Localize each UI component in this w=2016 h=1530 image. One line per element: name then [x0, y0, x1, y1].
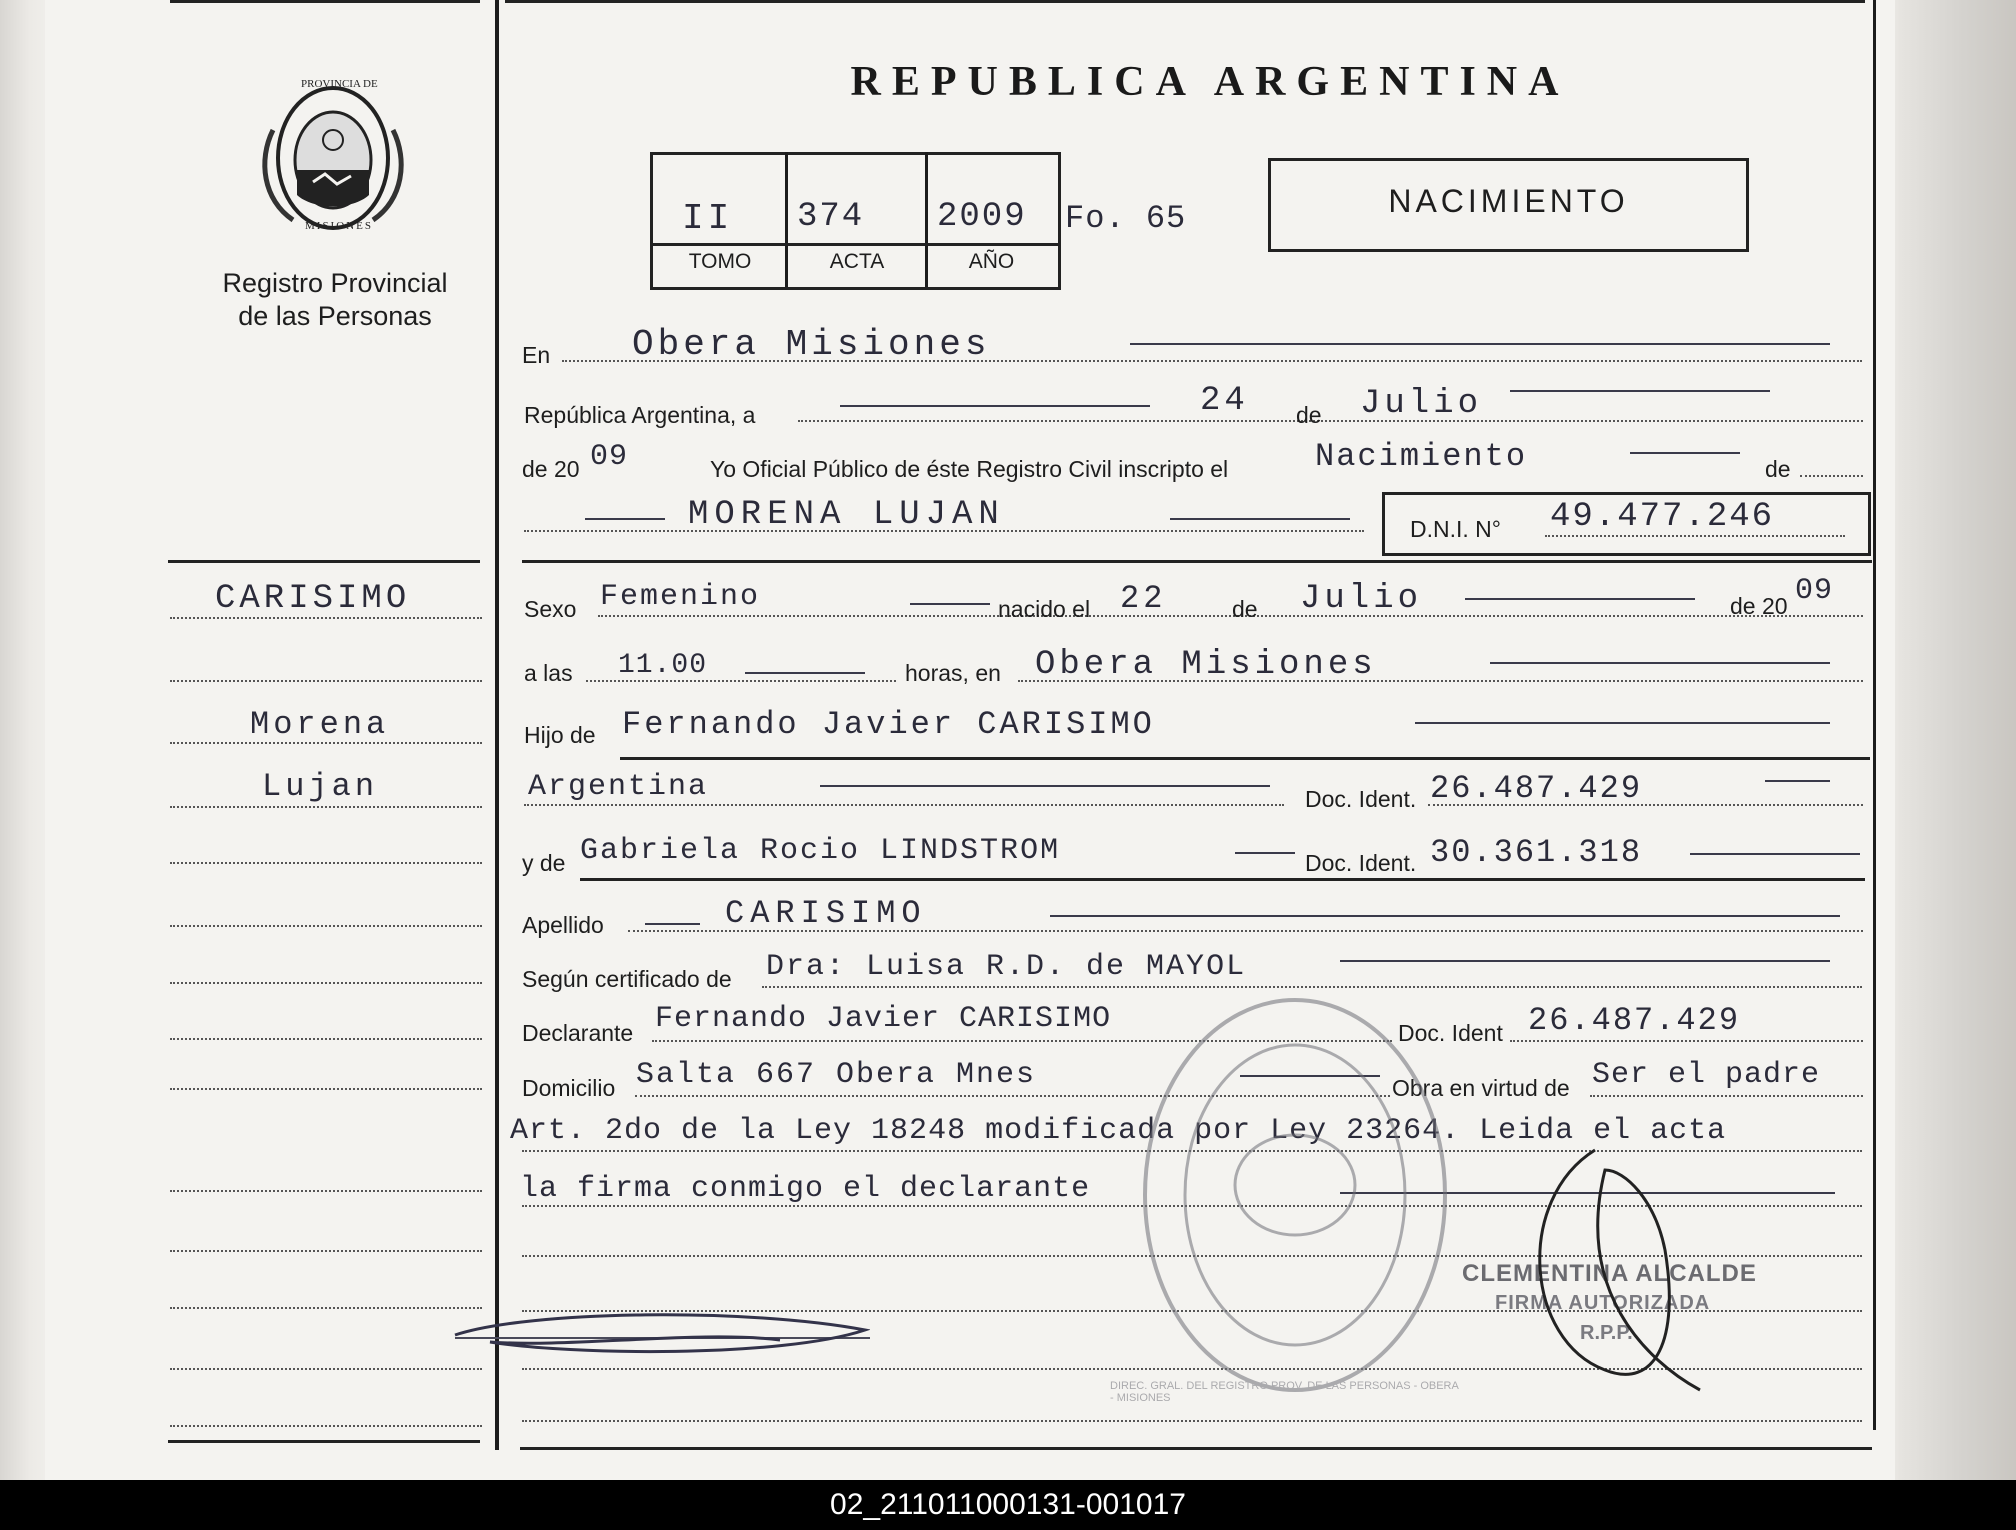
mother-name: Gabriela Rocio LINDSTROM	[580, 834, 1061, 868]
hour-fill-stroke	[745, 672, 865, 674]
declarante-doc: 26.487.429	[1528, 1002, 1741, 1039]
birth-day: 22	[1120, 580, 1167, 617]
text-line-6-dots	[522, 1420, 1862, 1422]
official-round-stamp	[1110, 985, 1460, 1405]
tomo-label: TOMO	[688, 250, 752, 273]
top-rule-right	[505, 0, 1865, 3]
name-value: MORENA LUJAN	[688, 496, 1005, 534]
doc-label-2: Doc. Ident.	[1305, 850, 1417, 876]
birth-year-prefix: de 20	[1730, 593, 1788, 619]
officer-name: CLEMENTINA ALCALDE	[1462, 1260, 1757, 1287]
father-nationality: Argentina	[528, 770, 709, 804]
en-label: En	[522, 342, 551, 368]
country-title: REPUBLICA ARGENTINA	[850, 59, 1570, 105]
text-line-2: la firma conmigo el declarante	[520, 1172, 1091, 1206]
text-line-1: Art. 2do de la Ley 18248 modificada por Ley 23264. Leida el acta	[510, 1114, 1727, 1148]
yde-label: y de	[522, 850, 566, 876]
declarante-label: Declarante	[522, 1020, 634, 1046]
father-doc: 26.487.429	[1430, 770, 1643, 807]
acta-value: 374	[797, 198, 865, 236]
hijo-label: Hijo de	[524, 722, 596, 748]
domicilio-value: Salta 667 Obera Mnes	[636, 1058, 1037, 1092]
doc-label: Doc. Ident.	[1305, 786, 1417, 812]
margin-line-2	[170, 680, 482, 682]
oficial-label: Yo Oficial Público de éste Registro Civil inscripto el	[710, 456, 1229, 482]
tomo-value: II	[682, 198, 734, 239]
birth-place: Obera Misiones	[1035, 646, 1377, 684]
margin-line-5	[170, 862, 482, 864]
obra-label: Obra en virtud de	[1392, 1075, 1570, 1101]
anio-value: 2009	[937, 198, 1027, 236]
top-rule-left	[170, 0, 480, 3]
margin-line-7	[170, 982, 482, 984]
footer-bar	[0, 1480, 2016, 1530]
margin-line-6	[170, 925, 482, 927]
mother-underline	[580, 878, 1865, 881]
dni-label: D.N.I. N°	[1410, 516, 1501, 542]
sexo-label: Sexo	[524, 596, 577, 622]
year-prefix: de 20	[522, 456, 580, 482]
name-fill-stroke-left	[585, 518, 665, 520]
official-signature	[450, 1300, 870, 1360]
margin-line-13	[170, 1368, 482, 1370]
apellido-fill-stroke-right	[1050, 915, 1840, 917]
obra-value: Ser el padre	[1592, 1058, 1821, 1092]
act-type: NACIMIENTO	[1388, 183, 1629, 219]
declarante-value: Fernando Javier CARISIMO	[655, 1002, 1112, 1036]
mother-doc-fill-stroke	[1690, 853, 1860, 855]
father-underline	[620, 757, 1870, 760]
bottom-rule-right	[520, 1447, 1872, 1450]
round-stamp-text: DIREC. GRAL. DEL REGISTRO PROV. DE LAS PERSONAS - OBERA - MISIONES	[1110, 1380, 1459, 1404]
certificado-label: Según certificado de	[522, 966, 732, 992]
declarante-doc-line	[1510, 1040, 1863, 1042]
nationality-line	[524, 804, 1284, 806]
officer-signature	[1505, 1140, 1705, 1400]
margin-line-9	[170, 1088, 482, 1090]
de-line-2	[1800, 475, 1863, 477]
seal-text-bottom: MISIONES	[305, 220, 373, 232]
name-divider	[522, 560, 1872, 563]
certificado-fill-stroke	[1340, 960, 1830, 962]
inscripto-fill-stroke	[1630, 452, 1740, 454]
father-fill-stroke	[1415, 722, 1830, 724]
sexo-fill-stroke	[910, 603, 990, 605]
acta-label: ACTA	[829, 250, 885, 273]
sexo-value: Femenino	[600, 580, 761, 614]
margin-line-8	[170, 1038, 482, 1040]
birth-place-fill-stroke	[1490, 662, 1830, 664]
nacido-label: nacido el	[998, 596, 1091, 622]
province-seal	[253, 70, 413, 245]
birth-month: Julio	[1300, 580, 1423, 618]
day-value: 24	[1200, 382, 1249, 420]
inscripto-value: Nacimiento	[1315, 438, 1528, 475]
year-suffix: 09	[590, 440, 629, 474]
apellido-value: CARISIMO	[725, 895, 927, 932]
registry-line-1: Registro Provincial	[222, 268, 448, 298]
obra-line	[1590, 1095, 1863, 1097]
nationality-fill-stroke	[820, 785, 1270, 787]
certificado-value: Dra: Luisa R.D. de MAYOL	[766, 950, 1247, 984]
image-id-caption: 02_211011000131-001017	[830, 1488, 1186, 1521]
birth-year-suffix: 09	[1795, 574, 1834, 608]
sexo-line	[598, 615, 1863, 617]
margin-first-name: Morena	[250, 706, 390, 743]
mother-fill-stroke	[1235, 852, 1295, 854]
en-value: Obera Misiones	[632, 324, 991, 365]
father-doc-fill-stroke	[1765, 780, 1830, 782]
officer-role: FIRMA AUTORIZADA	[1495, 1292, 1711, 1314]
doc-label-3: Doc. Ident	[1398, 1020, 1503, 1046]
margin-middle-name: Lujan	[262, 768, 379, 805]
month-value: Julio	[1360, 385, 1483, 423]
hour-value: 11.00	[618, 650, 708, 681]
horas-label: horas, en	[905, 660, 1001, 686]
margin-divider	[168, 560, 480, 563]
right-border	[1873, 0, 1876, 1430]
officer-abbr: R.P.P.	[1580, 1322, 1633, 1344]
de-label-2: de	[1765, 456, 1791, 482]
dni-value: 49.477.246	[1550, 498, 1775, 536]
republica-fill-stroke	[840, 405, 1150, 407]
republica-label: República Argentina, a	[524, 402, 756, 428]
bottom-rule-left	[168, 1440, 480, 1443]
margin-line-4	[170, 806, 482, 808]
apellido-label: Apellido	[522, 912, 604, 938]
birth-month-fill-stroke	[1465, 598, 1695, 600]
de-label: de	[1296, 402, 1322, 428]
alas-label: a las	[524, 660, 573, 686]
margin-line-11	[170, 1250, 482, 1252]
margin-line-14	[170, 1425, 482, 1427]
name-fill-stroke-right	[1170, 518, 1350, 520]
record-box-label-rule	[650, 243, 1058, 246]
de-label-3: de	[1232, 596, 1258, 622]
month-fill-stroke	[1510, 390, 1770, 392]
registry-line-2: de las Personas	[238, 301, 432, 331]
anio-label: AÑO	[968, 250, 1015, 273]
mother-doc: 30.361.318	[1430, 834, 1643, 871]
father-name: Fernando Javier CARISIMO	[622, 706, 1155, 743]
domicilio-label: Domicilio	[522, 1075, 616, 1101]
margin-line-10	[170, 1190, 482, 1192]
en-fill-stroke	[1130, 343, 1830, 345]
folio-note: Fo. 65	[1065, 200, 1187, 237]
margin-surname: CARISIMO	[215, 580, 411, 618]
divider-vertical	[495, 0, 499, 1450]
republica-line	[798, 420, 1863, 422]
apellido-fill-stroke-left	[645, 923, 700, 925]
margin-line-12	[170, 1307, 482, 1309]
seal-text-top: PROVINCIA DE	[301, 78, 378, 90]
